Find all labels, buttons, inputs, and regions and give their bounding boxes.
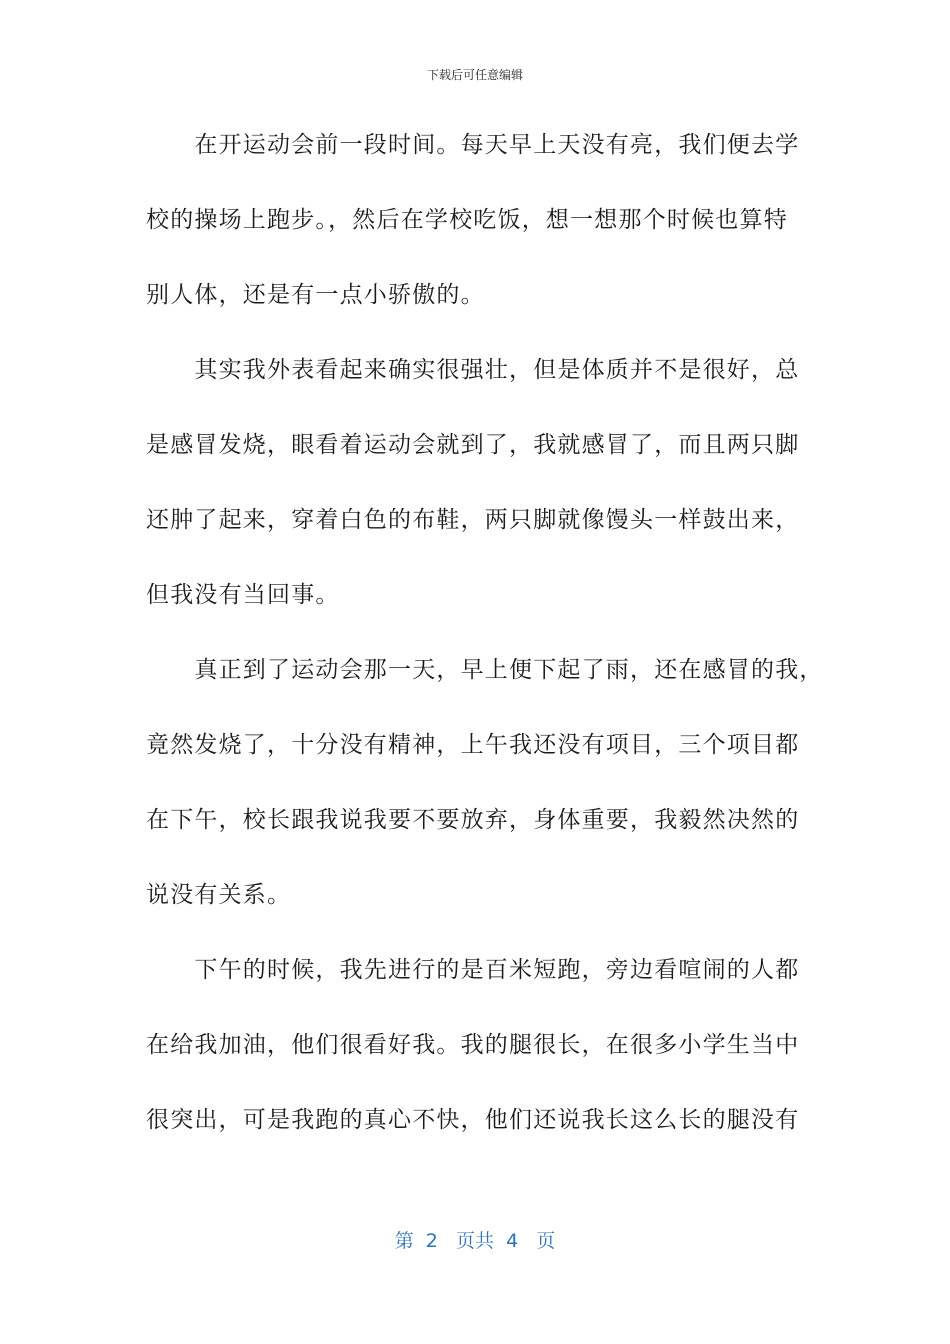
text-line: 别人体，还是有一点小骄傲的。	[146, 282, 485, 308]
text-line: 但我没有当回事。	[146, 582, 340, 608]
text-line: 说没有关系。	[146, 882, 292, 908]
text-line: 竟然发烧了，十分没有精神，上午我还没有项目，三个项目都	[146, 732, 800, 758]
text-line: 在开运动会前一段时间。每天早上天没有亮，我们便去学	[146, 132, 800, 158]
text-line: 真正到了运动会那一天，早上便下起了雨，还在感冒的我，	[146, 657, 824, 683]
page-header: 下载后可任意编辑	[426, 68, 523, 82]
text-line: 在下午，校长跟我说我要不要放弃，身体重要，我毅然决然的	[146, 807, 800, 833]
text-line: 是感冒发烧，眼看着运动会就到了，我就感冒了，而且两只脚	[146, 432, 800, 458]
text-line: 其实我外表看起来确实很强壮，但是体质并不是很好，总	[146, 357, 800, 383]
text-line: 校的操场上跑步。，然后在学校吃饭，想一想那个时候也算特	[146, 207, 788, 233]
page-number-footer: 第 2 页共 4 页	[394, 1230, 556, 1252]
text-line: 还肿了起来，穿着白色的布鞋，两只脚就像馒头一样鼓出来，	[146, 507, 800, 533]
text-line: 下午的时候，我先进行的是百米短跑，旁边看喧闹的人都	[146, 957, 800, 983]
text-line: 在给我加油，他们很看好我。我的腿很长，在很多小学生当中	[146, 1032, 800, 1058]
text-line: 很突出，可是我跑的真心不快，他们还说我长这么长的腿没有	[146, 1107, 800, 1133]
